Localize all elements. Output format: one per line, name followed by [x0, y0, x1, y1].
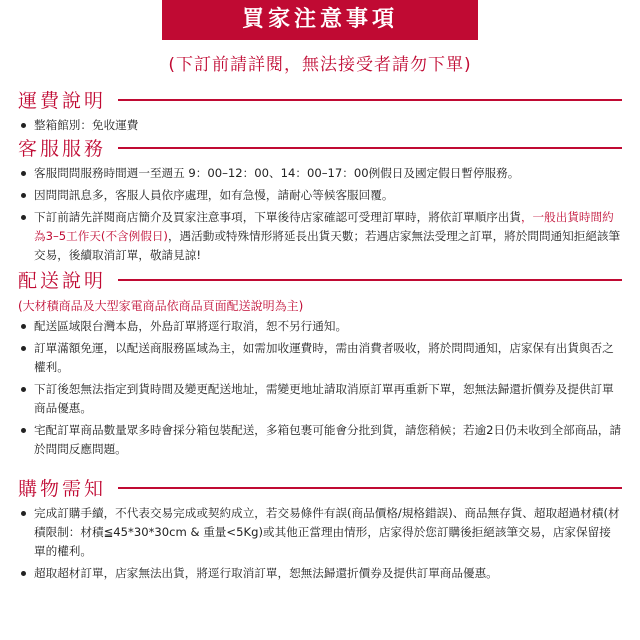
heading-divider [118, 279, 622, 281]
bullet-icon [21, 193, 26, 198]
list-item: 因問問訊息多，客服人員依序處理，如有急慢，請耐心等候客服回覆。 [18, 186, 622, 205]
list-item: 訂單滿額免運，以配送商服務區域為主，如需加收運費時，需由消費者吸收，將於問問通知，店家保有出貨與否之權利。 [18, 339, 622, 377]
service-section [18, 134, 622, 268]
bullet-icon [21, 346, 26, 351]
list-item: 超取超材訂單，店家無法出貨，將逕行取消訂單，恕無法歸還折價券及提供訂單商品優惠。 [18, 564, 622, 583]
bullet-icon [21, 324, 26, 329]
delivery-note: (大材積商品及大型家電商品依商品頁面配送說明為主) [18, 299, 304, 313]
purchase-heading [18, 474, 622, 501]
bullet-icon [21, 511, 26, 516]
service-list [18, 164, 622, 265]
heading-divider [118, 147, 622, 149]
shipping-heading-text: 運費說明 [18, 90, 107, 112]
subtitle: (下訂前請詳閱，無法接受者請勿下單) [168, 55, 472, 75]
delivery-heading [18, 266, 622, 293]
list-item: 宅配訂單商品數量眾多時會採分箱包裝配送，多箱包裹可能會分批到貨，請您稍候；若逾2日仍未收到全部商品，請於問問反應問題。 [18, 421, 622, 459]
list-item: 配送區域限台灣本島，外島訂單將逕行取消，恕不另行通知。 [18, 317, 622, 336]
list-item: 下訂後恕無法指定到貨時間及變更配送地址，需變更地址請取消原訂單再重新下單，恕無法歸還折價券及提供訂單商品優惠。 [18, 380, 622, 418]
delivery-section [18, 266, 622, 462]
list-item: 客服問問服務時間週一至週五 9：00–12：00、14：00–17：00例假日及國定假日暫停服務。 [18, 164, 622, 183]
list-item: 整箱館別：免收運費 [18, 116, 622, 135]
list-item: 完成訂購手續，不代表交易完成或契約成立，若交易條件有誤(商品價格/規格錯誤)、商品無存貨、超取超過材積(材積限制：材積≦45*30*30cm & 重量<5Kg)或其他正當理由情形，店家得於您訂購後拒絕該筆交易，店家保留接單的權利。 [18, 504, 622, 561]
shipping-section [18, 86, 622, 138]
bullet-icon [21, 123, 26, 128]
bullet-icon [21, 171, 26, 176]
shipping-list [18, 116, 622, 135]
service-heading-text: 客服服務 [18, 138, 107, 160]
page-title-banner: 買家注意事項 [162, 0, 478, 40]
purchase-heading-text: 購物需知 [18, 478, 107, 500]
shipping-heading [18, 86, 622, 113]
purchase-section [18, 474, 622, 586]
bullet-icon [21, 428, 26, 433]
heading-divider [118, 487, 622, 489]
heading-divider [118, 99, 622, 101]
bullet-icon [21, 571, 26, 576]
purchase-list [18, 504, 622, 583]
service-heading [18, 134, 622, 161]
bullet-icon [21, 215, 26, 220]
list-item: 下訂前請先詳閱商店簡介及買家注意事項，下單後待店家確認可受理訂單時，將依訂單順序出貨，一般出貨時間約為3–5工作天(不含例假日)，遇活動或特殊情形將延長出貨天數；若遇店家無法受理之訂單，將於問問通知拒絕該筆交易，後續取消訂單，敬請見諒! [18, 208, 622, 265]
bullet-icon [21, 387, 26, 392]
delivery-heading-text: 配送說明 [18, 270, 107, 292]
delivery-list [18, 317, 622, 459]
